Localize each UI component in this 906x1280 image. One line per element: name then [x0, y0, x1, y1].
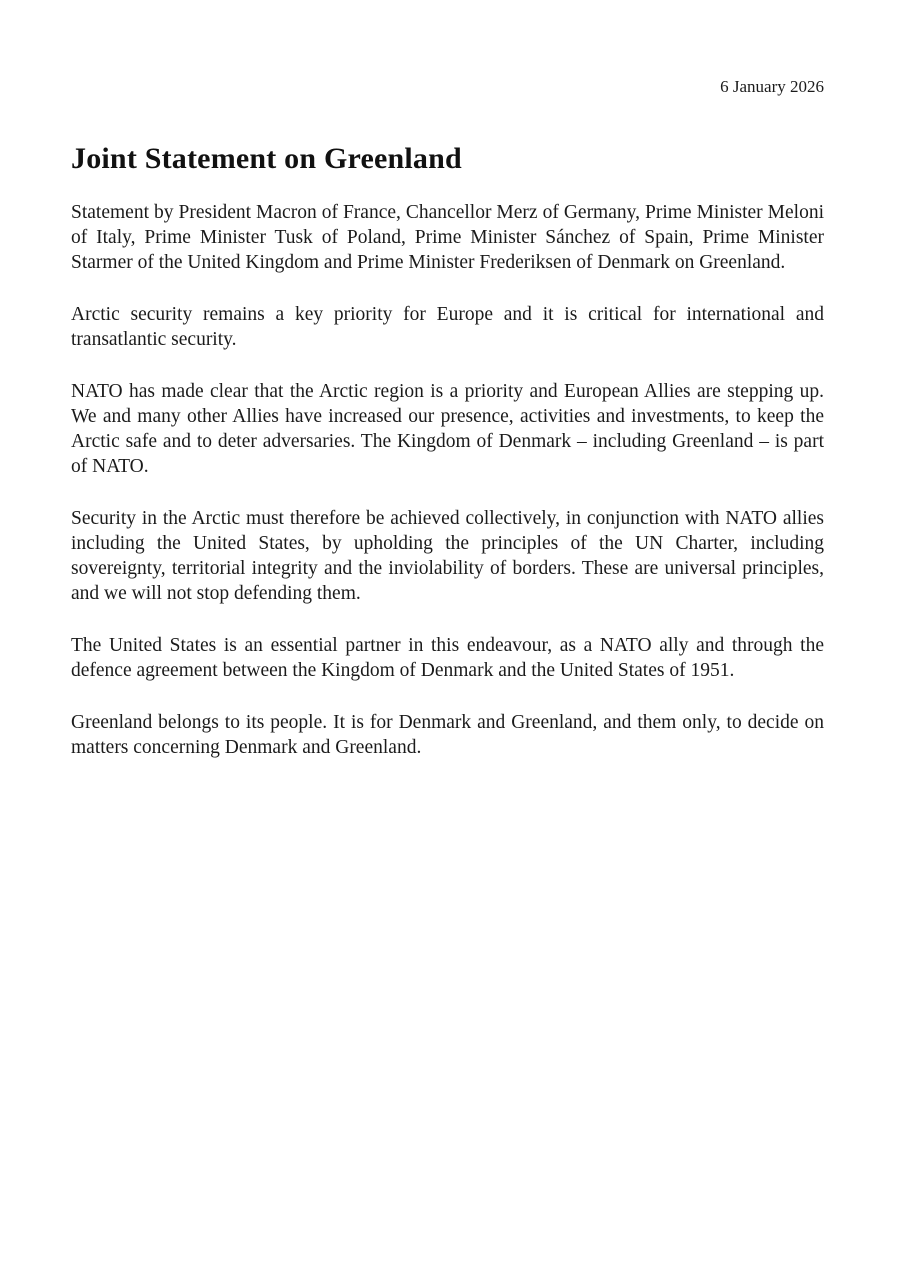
paragraph-nato-priority: NATO has made clear that the Arctic region is a priority and European Allies are stepping up. We and many other Allies have increased our presence, activities and investments, to keep the Arctic safe and to deter adversaries. The Kingdom of Denmark – including Greenland – is part of NATO. [71, 381, 824, 477]
document-date: 6 January 2026 [720, 77, 824, 96]
paragraph-arctic-security: Arctic security remains a key priority for Europe and it is critical for international and transatlantic security. [71, 304, 824, 350]
paragraph-greenland-people: Greenland belongs to its people. It is for Denmark and Greenland, and them only, to decide on matters concerning Denmark and Greenland. [71, 712, 824, 758]
paragraph-united-states-partner: The United States is an essential partner in this endeavour, as a NATO ally and through the defence agreement between the Kingdom of Denmark and the United States of 1951. [71, 635, 824, 681]
paragraph-statement-by: Statement by President Macron of France, Chancellor Merz of Germany, Prime Minister Meloni of Italy, Prime Minister Tusk of Poland, Prime Minister Sánchez of Spain, Prime Minister Starmer of the United Kingdom and Prime Minister Frederiksen of Denmark on Greenland. [71, 202, 824, 273]
document-title: Joint Statement on Greenland [71, 142, 462, 175]
paragraph-security-collectively: Security in the Arctic must therefore be achieved collectively, in conjunction with NATO allies including the United States, by upholding the principles of the UN Charter, including sovereignty, territorial integrity and the inviolability of borders. These are universal principles, and we will not stop defending them. [71, 508, 824, 604]
